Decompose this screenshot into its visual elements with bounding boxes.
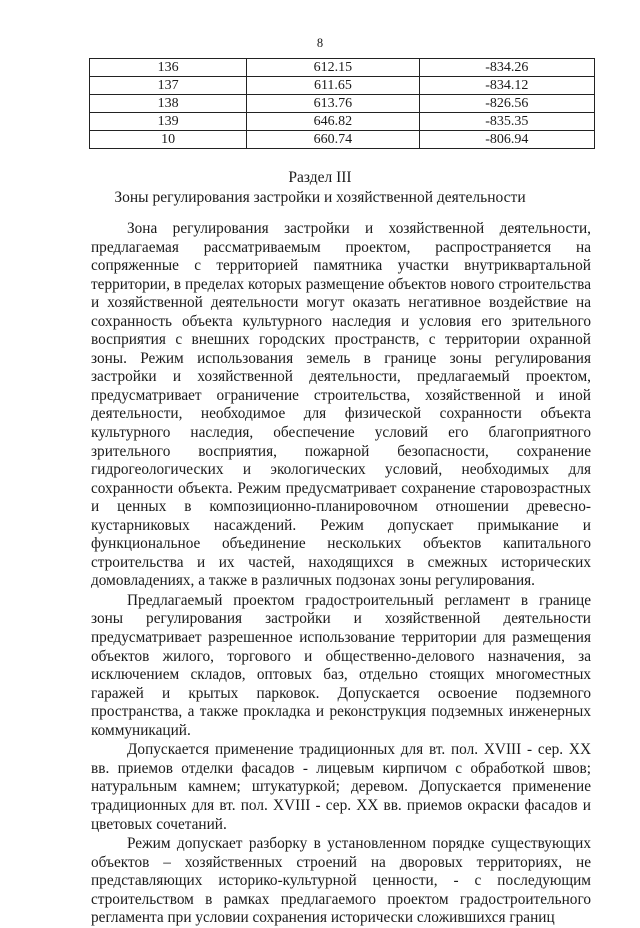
table-cell: -834.26 bbox=[419, 59, 594, 77]
paragraph: Допускается применение традиционных для вт. пол. XVIII - сер. XX вв. приемов отделки фасадов - лицевым кирпичом с обработкой швов; натуральным камнем; штукатуркой; деревом. Допускается применение традиционных для вт. пол. XVIII - сер. XX вв. приемов окраски фасадов и цветовых сочетаний. bbox=[91, 741, 591, 833]
table-cell: -834.12 bbox=[419, 77, 594, 95]
paragraph: Зона регулирования застройки и хозяйственной деятельности, предлагаемая рассматриваемым проектом, распространяется на сопряженные с территорией памятника участки внутриквартальной территории, в пределах которых размещение объектов нового строительства и хозяйственной деятельности могут оказать негативное воздействие на сохранность объекта культурного наследия и условия его зрительного восприятия с внешних городских пространств, с территории охранной зоны. Режим использования земель в границе зоны регулирования застройки и хозяйственной деятельности, предлагаемый проектом, предусматривает ограничение строительства, хозяйственной и иной деятельности, необходимое для физической сохранности объекта культурного наследия, обеспечение условий его благоприятного зрительного восприятия, пожарной безопасности, сохранение гидрогеологических и экологических условий, необходимых для сохранности объекта. Режим предусматривает сохранение старовозрастных и ценных в композиционно-планировочном отношении древесно-кустарниковых насаждений. Режим допускает примыкание и функциональное объединение нескольких объектов капитального строительства и их частей, находящихся в смежных исторических домовладениях, а также в различных подзонах зоны регулирования. bbox=[91, 220, 591, 590]
page-number: 8 bbox=[316, 36, 324, 50]
table-cell: 139 bbox=[90, 113, 247, 131]
table-cell: -806.94 bbox=[419, 131, 594, 149]
section-body bbox=[91, 220, 591, 928]
table-cell: 612.15 bbox=[247, 59, 419, 77]
paragraph: Предлагаемый проектом градостроительный регламент в границе зоны регулирования застройки и хозяйственной деятельности предусматривает разрешенное использование территории для размещения объектов жилого, торгового и общественно-делового назначения, за исключением складов, оптовых баз, отдельно стоящих многоместных гаражей и крытых парковок. Допускается освоение подземного пространства, а также прокладка и реконструкция подземных инженерных коммуникаций. bbox=[91, 591, 591, 739]
table-cell: 611.65 bbox=[247, 77, 419, 95]
section-number: Раздел III bbox=[288, 169, 352, 186]
table-cell: 137 bbox=[90, 77, 247, 95]
table-row bbox=[90, 113, 595, 131]
table-row bbox=[90, 131, 595, 149]
section-title: Зоны регулирования застройки и хозяйственной деятельности bbox=[114, 189, 526, 206]
coordinates-table bbox=[89, 58, 595, 149]
table-row bbox=[90, 77, 595, 95]
table-cell: 136 bbox=[90, 59, 247, 77]
table-cell: -826.56 bbox=[419, 95, 594, 113]
table-cell: 138 bbox=[90, 95, 247, 113]
table-cell: 613.76 bbox=[247, 95, 419, 113]
table-cell: -835.35 bbox=[419, 113, 594, 131]
table-row bbox=[90, 95, 595, 113]
paragraph: Режим допускает разборку в установленном порядке существующих объектов – хозяйственных строений на дворовых территориях, не представляющих историко-культурной ценности, - с последующим строительством в рамках предлагаемого проектом градостроительного регламента при условии сохранения исторически сложившихся границ bbox=[91, 835, 591, 927]
table-cell: 10 bbox=[90, 131, 247, 149]
table-row bbox=[90, 59, 595, 77]
table-cell: 660.74 bbox=[247, 131, 419, 149]
table-cell: 646.82 bbox=[247, 113, 419, 131]
section-heading bbox=[0, 168, 640, 208]
